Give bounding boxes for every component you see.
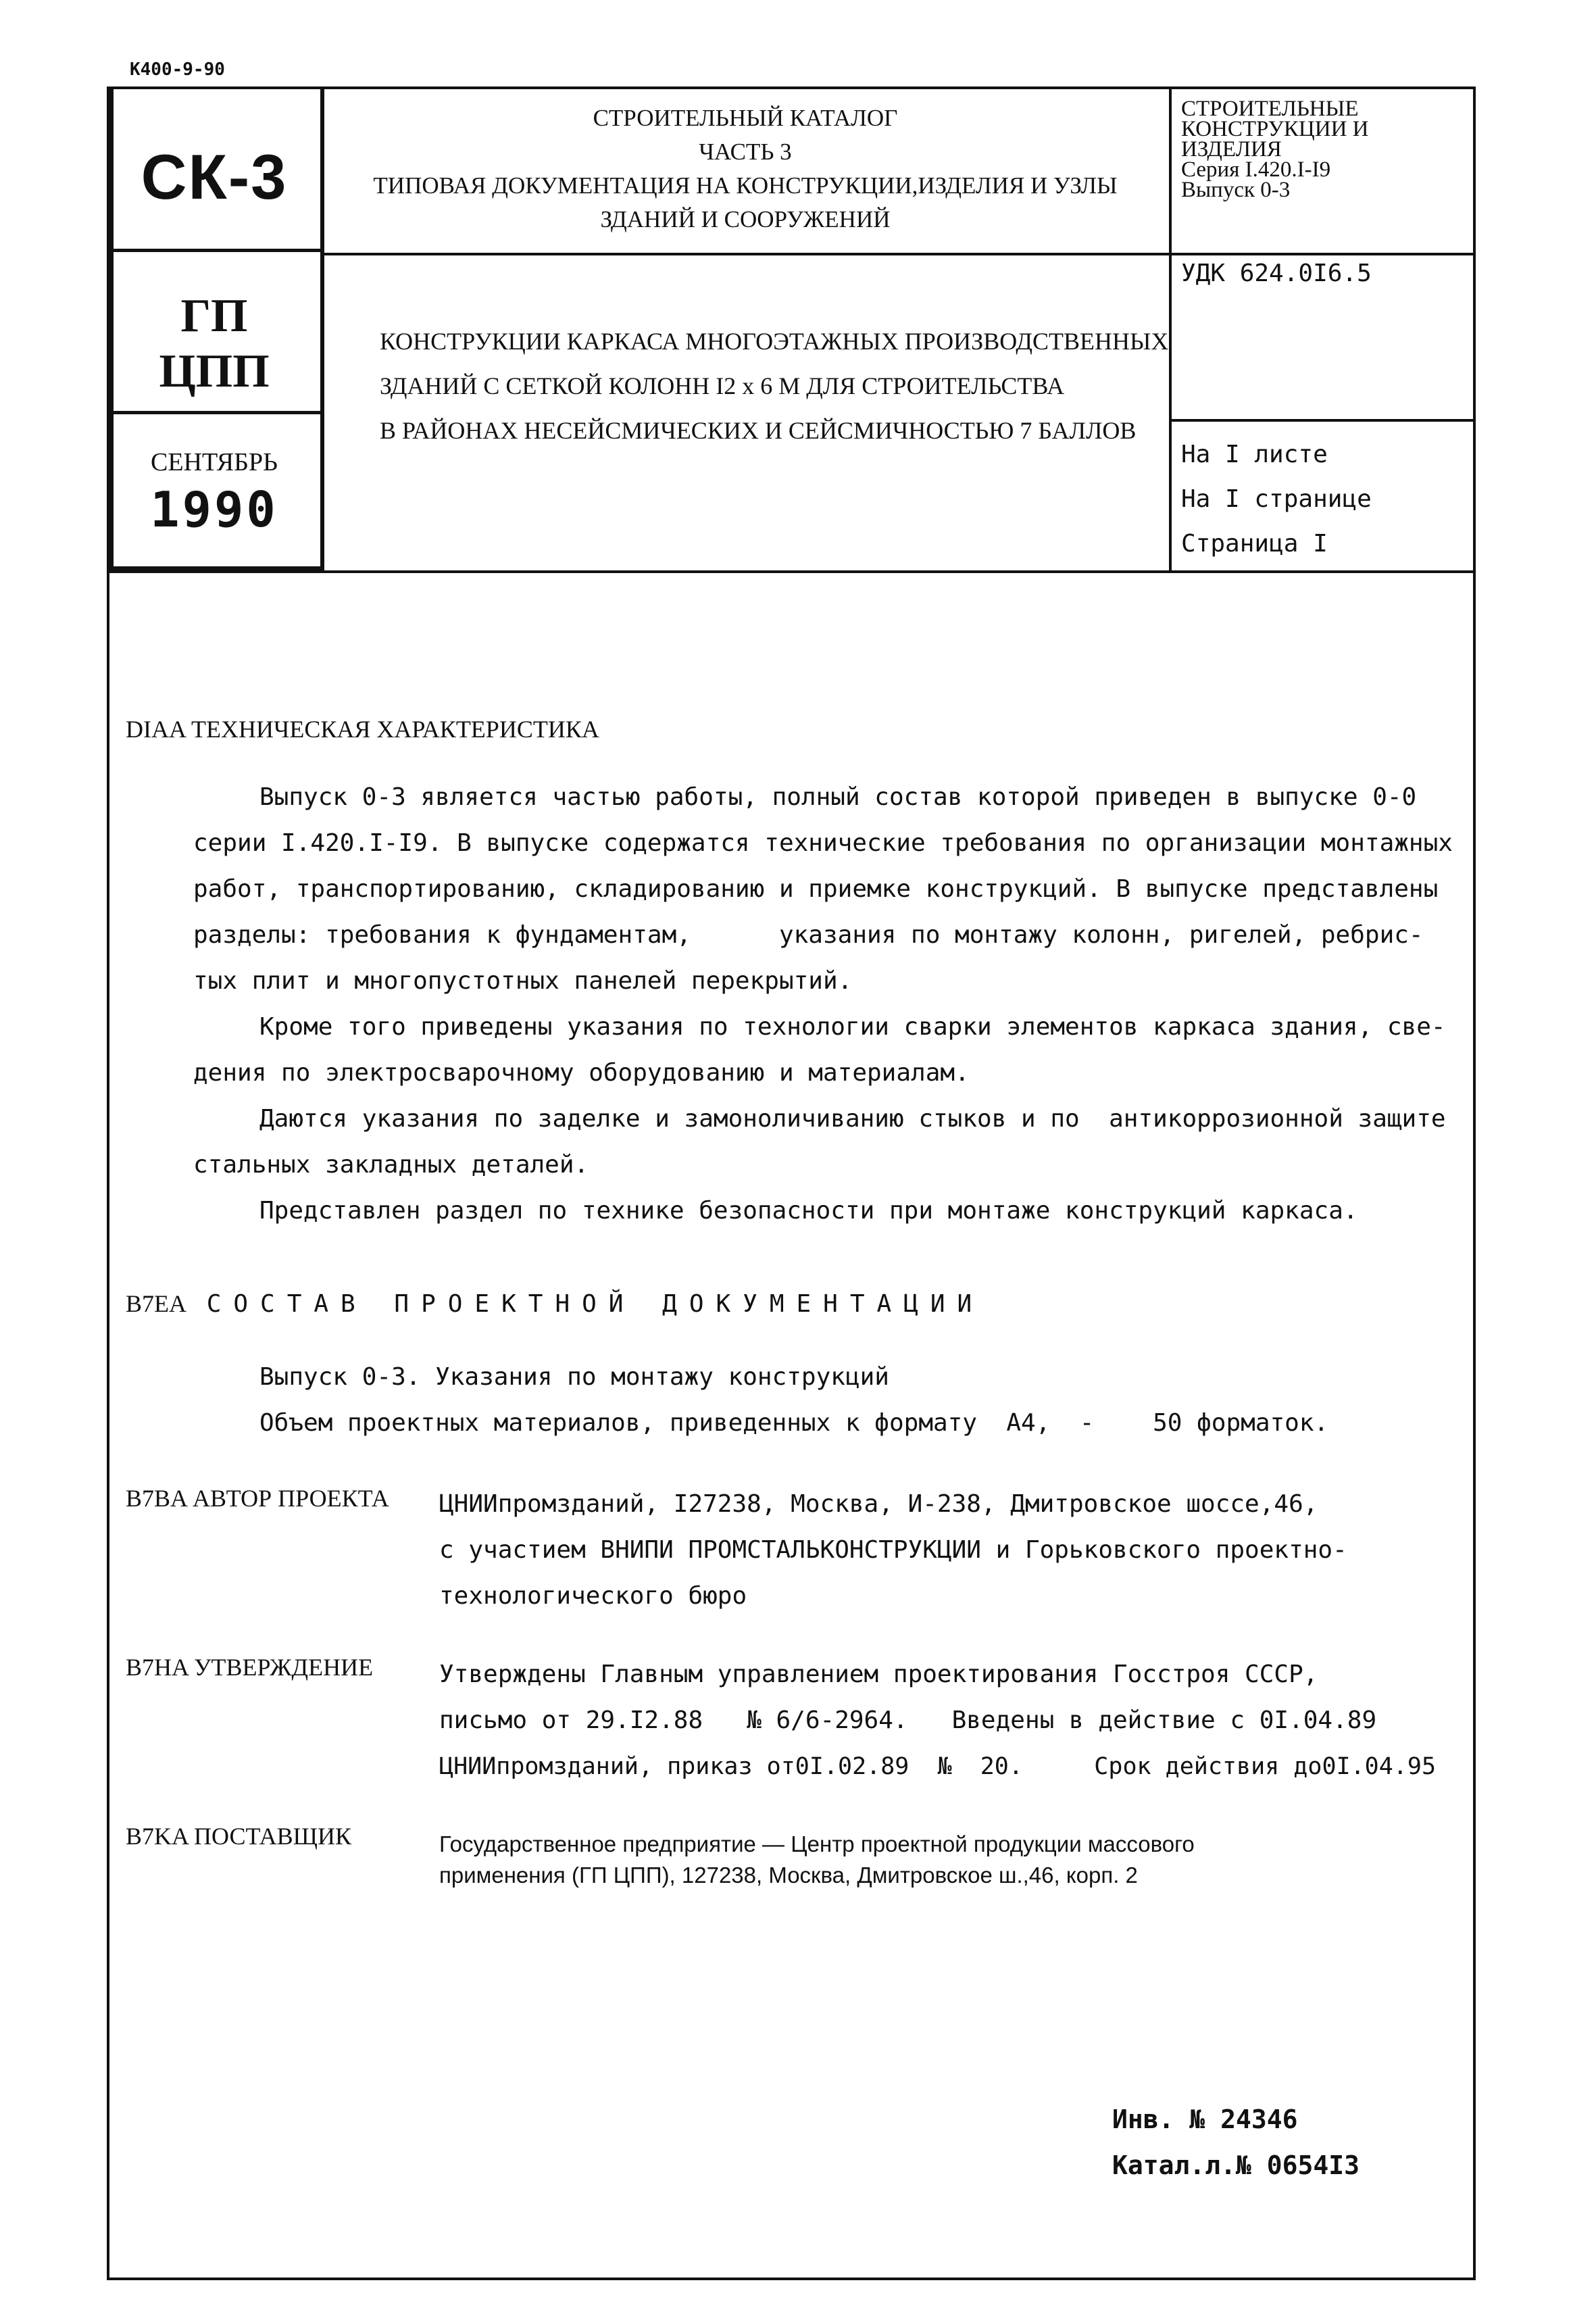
series-line: Выпуск 0-3 [1181, 178, 1291, 202]
catalog-description-line2: ЗДАНИЙ И СООРУЖЕНИЙ [600, 206, 891, 232]
udk-code: УДК 624.0I6.5 [1181, 260, 1372, 287]
row-divider [109, 411, 323, 414]
section-title: УТВЕРЖДЕНИЕ [194, 1654, 374, 1681]
issue-month: СЕНТЯБРЬ [151, 448, 278, 476]
tech-line: серии I.420.I-I9. В выпуске содержатся технические требования по организации монтажных [193, 829, 1453, 857]
catalog-code: СК-3 [141, 141, 288, 212]
row-divider [109, 249, 323, 252]
author-line: с участием ВНИПИ ПРОМСТАЛЬКОНСТРУКЦИИ и Горьковского проектно- [439, 1536, 1347, 1564]
series-line: Серия I.420.I-I9 [1181, 157, 1331, 182]
approval-line: ЦНИИпромзданий, приказ от0I.02.89 № 20. Срок действия до0I.04.95 [439, 1753, 1437, 1780]
title-line: ЗДАНИЙ С СЕТКОЙ КОЛОНН I2 x 6 М ДЛЯ СТРОИТЕЛЬСТВА [380, 372, 1065, 399]
author-line: ЦНИИпромзданий, I27238, Москва, И-238, Дмитровское шоссе,46, [439, 1490, 1318, 1518]
title-line: В РАЙОНАХ НЕСЕЙСМИЧЕСКИХ И СЕЙСМИЧНОСТЬЮ 7 БАЛЛОВ [380, 417, 1137, 444]
tech-line: разделы: требования к фундаментам, указания по монтажу колонн, ригелей, ребрис- [193, 921, 1424, 949]
catalog-title: СТРОИТЕЛЬНЫЙ КАТАЛОГ [593, 105, 898, 131]
inventory-number: Инв. № 24346 [1112, 2104, 1298, 2134]
section-composition [126, 1289, 984, 1318]
composition-line: Объем проектных материалов, приведенных к формату А4, - 50 форматок. [259, 1409, 1329, 1437]
section-code: B7BA [126, 1485, 187, 1512]
section-supplier [126, 1822, 351, 1850]
page-number: Страница I [1181, 530, 1328, 558]
composition-line: Выпуск 0-3. Указания по монтажу конструкций [259, 1363, 889, 1391]
section-tech [126, 715, 599, 743]
catalog-description: ТИПОВАЯ ДОКУМЕНТАЦИЯ НА КОНСТРУКЦИИ,ИЗДЕЛИЯ И УЗЛЫ [373, 172, 1118, 199]
tech-line: Представлен раздел по технике безопасности при монтаже конструкций каркаса. [259, 1197, 1358, 1225]
tech-line: Кроме того приведены указания по технологии сварки элементов каркаса здания, све- [259, 1013, 1446, 1041]
section-title: ТЕХНИЧЕСКАЯ ХАРАКТЕРИСТИКА [191, 716, 599, 743]
approval-line: письмо от 29.I2.88 № 6/6-2964. Введены в действие с 0I.04.89 [439, 1706, 1377, 1734]
section-title: ПОСТАВЩИК [194, 1823, 352, 1850]
supplier-line: применения (ГП ЦПП), 127238, Москва, Дмитровское ш.,46, корп. 2 [439, 1863, 1138, 1888]
title-block [107, 87, 1476, 573]
catalog-sheet-number: Катал.л.№ 0654I3 [1112, 2150, 1360, 2180]
tech-line: стальных закладных деталей. [193, 1151, 589, 1179]
author-line: технологического бюро [439, 1582, 747, 1610]
row-divider [109, 566, 323, 570]
section-approval [126, 1653, 373, 1681]
series-info [1181, 99, 1369, 200]
approval-line: Утверждены Главным управлением проектирования Госстроя СССР, [439, 1660, 1318, 1688]
row-divider [323, 253, 1473, 255]
series-line: КОНСТРУКЦИИ И [1181, 117, 1369, 141]
document-title [380, 319, 1191, 453]
series-line: СТРОИТЕЛЬНЫЕ [1181, 97, 1359, 121]
section-code: DIAA [126, 716, 185, 743]
section-title: АВТОР ПРОЕКТА [193, 1485, 389, 1512]
document-code: К400-9-90 [130, 59, 225, 80]
section-title: СОСТАВ ПРОЕКТНОЙ ДОКУМЕНТАЦИИ [206, 1290, 984, 1318]
tech-line: тых плит и многопустотных панелей перекрытий. [193, 967, 853, 995]
series-line: ИЗДЕЛИЯ [1181, 137, 1282, 162]
tech-line: работ, транспортированию, складированию и приемке конструкций. В выпуске представлены [193, 875, 1439, 903]
org-name: ГП [180, 290, 248, 342]
issue-year: 1990 [150, 481, 278, 538]
supplier-line: Государственное предприятие — Центр проектной продукции массового [439, 1831, 1195, 1856]
page-count: На I странице [1181, 485, 1372, 513]
column-divider [320, 89, 324, 570]
section-code: B7EA [126, 1290, 186, 1317]
tech-line: дения по электросварочному оборудованию и материалам. [193, 1059, 970, 1087]
section-author [126, 1484, 389, 1512]
title-line: КОНСТРУКЦИИ КАРКАСА МНОГОЭТАЖНЫХ ПРОИЗВОДСТВЕННЫХ [380, 328, 1169, 355]
row-divider [1169, 419, 1473, 422]
sheet-count: На I листе [1181, 441, 1328, 468]
org-name-line2: ЦПП [159, 345, 270, 397]
catalog-part: ЧАСТЬ 3 [699, 139, 792, 165]
section-code: B7HA [126, 1654, 189, 1681]
tech-line: Выпуск 0-3 является частью работы, полный состав которой приведен в выпуске 0-0 [259, 783, 1417, 811]
tech-line: Даются указания по заделке и замоноличиванию стыков и по антикоррозионной защите [259, 1105, 1446, 1133]
section-code: B7KA [126, 1823, 189, 1850]
